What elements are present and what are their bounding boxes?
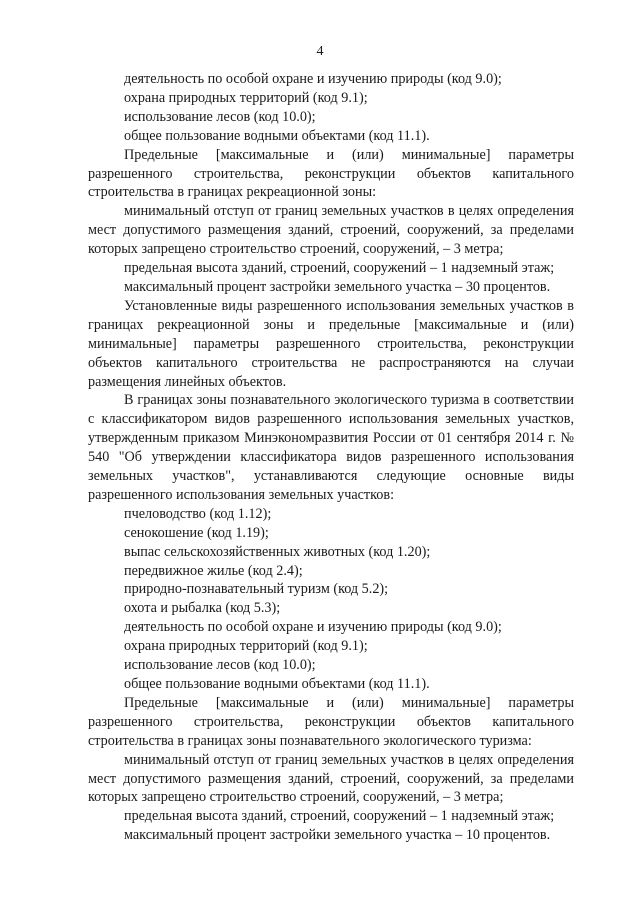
list-item: деятельность по особой охране и изучению природы (код 9.0); — [124, 619, 502, 636]
list-item: выпас сельскохозяйственных животных (код 1.20); — [124, 543, 431, 560]
list-item: общее пользование водными объектами (код 11.1). — [124, 676, 430, 692]
list-item: пчеловодство (код 1.12); — [124, 505, 272, 522]
list-item: максимальный процент застройки земельного участка – 30 процентов. — [124, 278, 551, 295]
list-item: охрана природных территорий (код 9.1); — [124, 638, 368, 655]
paragraph: Предельные [максимальные и (или) минимальные] параметры разрешенного строительства, реконструкции объектов капитального строительства в границах рекреационной зоны: — [88, 146, 574, 201]
list-item: сенокошение (код 1.19); — [124, 524, 269, 541]
list-item: природно-познавательный туризм (код 5.2); — [124, 581, 389, 598]
document-body — [88, 70, 574, 845]
list-item: использование лесов (код 10.0); — [124, 657, 316, 674]
list-item: охрана природных территорий (код 9.1); — [124, 89, 368, 106]
list-item: использование лесов (код 10.0); — [124, 108, 316, 125]
list-item: предельная высота зданий, строений, сооружений – 1 надземный этаж; — [124, 808, 555, 825]
page-number: 4 — [316, 44, 324, 59]
list-item: максимальный процент застройки земельного участка – 10 процентов. — [124, 827, 551, 844]
paragraph: Установленные виды разрешенного использования земельных участков в границах рекреационной зоны и предельные [максимальные и (или) минимальные] параметры разрешенного строительства, реконструкции объектов капитального строительства не распространяются на случаи размещения линейных объектов. — [88, 297, 574, 390]
list-item: деятельность по особой охране и изучению природы (код 9.0); — [124, 71, 502, 87]
list-item: общее пользование водными объектами (код 11.1). — [124, 127, 430, 144]
paragraph: Предельные [максимальные и (или) минимальные] параметры разрешенного строительства, реконструкции объектов капитального строительства в границах зоны познавательного экологического туризма: — [88, 694, 574, 749]
list-item: передвижное жилье (код 2.4); — [124, 562, 303, 579]
paragraph: минимальный отступ от границ земельных участков в целях определения мест допустимого размещения зданий, строений, сооружений, за пределами которых запрещено строительство строений, сооружений, – 3 метра; — [88, 751, 574, 806]
paragraph: минимальный отступ от границ земельных участков в целях определения мест допустимого размещения зданий, строений, сооружений, за пределами которых запрещено строительство строений, сооружений, – 3 метра; — [88, 203, 574, 258]
paragraph: В границах зоны познавательного экологического туризма в соответствии с классификатором видов разрешенного использования земельных участков, утвержденным приказом Минэкономразвития России от 01 сентября 2014 г. № 540 "Об утверждении классификатора видов разрешенного использования земельных участков", устанавливаются следующие основные виды разрешенного использования земельных участков: — [88, 392, 574, 503]
list-item: охота и рыбалка (код 5.3); — [124, 600, 281, 617]
list-item: предельная высота зданий, строений, сооружений – 1 надземный этаж; — [124, 260, 555, 277]
